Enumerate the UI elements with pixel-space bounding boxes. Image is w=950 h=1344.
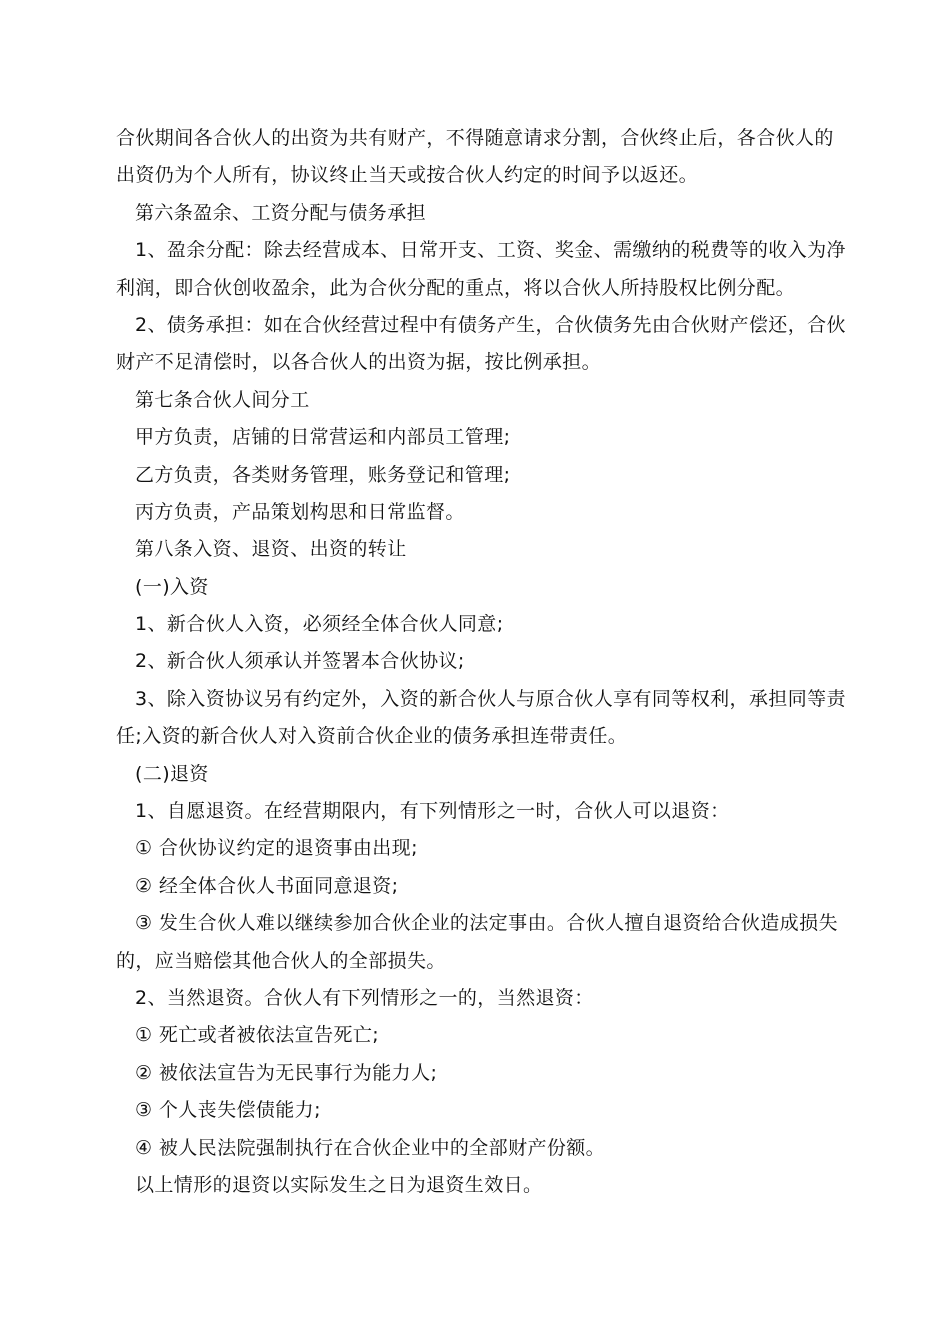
document-body [116,120,846,1204]
subsection-heading: (一)入资 [135,575,209,598]
text-line: 的，应当赔偿其他合伙人的全部损失。 [116,949,446,972]
text-line: 出资仍为个人所有，协议终止当天或按合伙人约定的时间予以返还。 [116,164,699,187]
text-line: 以上情形的退资以实际发生之日为退资生效日。 [135,1173,543,1196]
text-line: 财产不足清偿时，以各合伙人的出资为据，按比例承担。 [116,351,602,374]
text-line: 3、除入资协议另有约定外，入资的新合伙人与原合伙人享有同等权利，承担同等责 [135,687,846,710]
text-line: 任;入资的新合伙人对入资前合伙企业的债务承担连带责任。 [116,725,628,748]
list-item: ① 合伙协议约定的退资事由出现; [135,837,418,860]
section-heading: 第七条合伙人间分工 [135,388,310,411]
text-line: 2、当然退资。合伙人有下列情形之一的，当然退资： [135,986,594,1009]
text-line: 1、盈余分配：除去经营成本、日常开支、工资、奖金、需缴纳的税费等的收入为净 [135,239,846,262]
text-line: 2、债务承担：如在合伙经营过程中有债务产生，合伙债务先由合伙财产偿还，合伙 [135,313,846,336]
list-item: ④ 被人民法院强制执行在合伙企业中的全部财产份额。 [135,1136,606,1159]
list-item: ③ 个人丧失偿债能力; [135,1099,321,1122]
text-line: 1、自愿退资。在经营期限内，有下列情形之一时，合伙人可以退资： [135,800,730,823]
text-line: 丙方负责，产品策划构思和日常监督。 [135,500,465,523]
text-line: 1、新合伙人入资，必须经全体合伙人同意; [135,613,504,636]
subsection-heading: (二)退资 [135,762,209,785]
list-item: ② 被依法宣告为无民事行为能力人; [135,1061,438,1084]
text-line: 利润，即合伙创收盈余，此为合伙分配的重点，将以合伙人所持股权比例分配。 [116,276,796,299]
section-heading: 第八条入资、退资、出资的转让 [135,538,407,561]
section-heading: 第六条盈余、工资分配与债务承担 [135,201,427,224]
list-item: ② 经全体合伙人书面同意退资; [135,874,399,897]
list-item: ① 死亡或者被依法宣告死亡; [135,1024,380,1047]
text-line: 2、新合伙人须承认并签署本合伙协议; [135,650,465,673]
list-item: ③ 发生合伙人难以继续参加合伙企业的法定事由。合伙人擅自退资给合伙造成损失 [135,912,838,935]
text-line: 乙方负责，各类财务管理，账务登记和管理; [135,463,511,486]
text-line: 甲方负责，店铺的日常营运和内部员工管理; [135,426,511,449]
text-line: 合伙期间各合伙人的出资为共有财产，不得随意请求分割，合伙终止后，各合伙人的 [116,127,834,149]
